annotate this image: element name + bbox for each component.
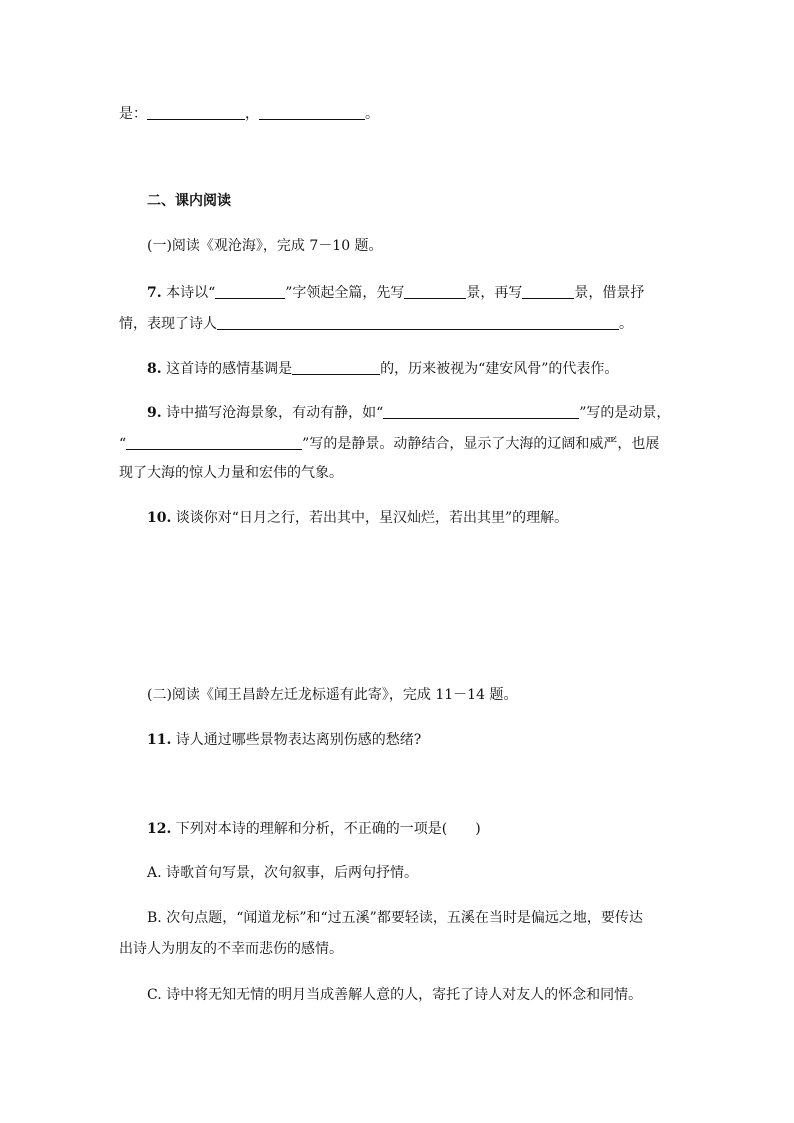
q9-blank-2[interactable] bbox=[126, 435, 302, 450]
question-text: 谈谈你对“日月之行，若出其中，星汉灿烂，若出其里”的理解。 bbox=[171, 510, 569, 526]
question-text: 景，借景抒 bbox=[574, 285, 645, 301]
part2-intro: (二)阅读《闻王昌龄左迁龙标遥有此寄》，完成 11－14 题。 bbox=[147, 687, 518, 703]
question-text: 情，表现了诗人 bbox=[119, 316, 217, 332]
question-11 bbox=[147, 733, 421, 747]
question-text: 下列对本诗的理解和分析，不正确的一项是( ) bbox=[171, 821, 481, 837]
answer-prefix: 是： bbox=[119, 106, 147, 122]
question-9-line-3: 现了大海的惊人力量和宏伟的气象。 bbox=[119, 465, 343, 481]
question-text: 诗中描写沧海景象，有动有静，如“ bbox=[161, 405, 384, 421]
answer-end: 。 bbox=[365, 106, 379, 122]
q9-blank-1[interactable] bbox=[383, 404, 579, 419]
q7-blank-1[interactable] bbox=[215, 284, 285, 299]
question-number: 7. bbox=[147, 285, 162, 301]
question-text: ”写的是静景。动静结合，显示了大海的辽阔和威严，也展 bbox=[302, 436, 660, 452]
question-12 bbox=[147, 822, 481, 836]
part1-intro: (一)阅读《观沧海》，完成 7－10 题。 bbox=[147, 238, 383, 254]
q7-blank-2[interactable] bbox=[404, 284, 466, 299]
question-text: 这首诗的感情基调是 bbox=[161, 361, 293, 377]
question-text: 景，再写 bbox=[466, 285, 523, 301]
answer-blank-1[interactable] bbox=[147, 105, 245, 120]
question-number: 8. bbox=[147, 361, 162, 377]
question-text: 本诗以“ bbox=[161, 285, 216, 301]
question-number: 9. bbox=[147, 405, 162, 421]
question-number: 12. bbox=[147, 821, 172, 837]
question-9-line-2 bbox=[119, 435, 659, 451]
question-7-line-1 bbox=[147, 284, 644, 300]
option-b-continued: 出诗人为朋友的不幸而悲伤的感情。 bbox=[119, 941, 343, 957]
answer-separator: ， bbox=[245, 106, 259, 122]
question-10 bbox=[147, 511, 568, 525]
option-b[interactable]: B. 次句点题，“闻道龙标”和“过五溪”都要轻读，五溪在当时是偏远之地，要传达 bbox=[147, 910, 643, 926]
question-text: 。 bbox=[619, 316, 633, 332]
question-9-line-1 bbox=[147, 404, 670, 420]
question-text: 的，历来被视为“建安风骨”的代表作。 bbox=[380, 361, 619, 377]
answer-line-top bbox=[119, 105, 379, 121]
question-text: ”写的是动景， bbox=[579, 405, 671, 421]
section-title: 二、课内阅读 bbox=[147, 193, 231, 209]
question-number: 10. bbox=[147, 510, 172, 526]
option-c[interactable]: C. 诗中将无知无情的明月当成善解人意的人，寄托了诗人对友人的怀念和同情。 bbox=[147, 987, 643, 1003]
q7-blank-3[interactable] bbox=[522, 284, 574, 299]
q7-blank-4[interactable] bbox=[217, 315, 619, 330]
question-text: 诗人通过哪些景物表达离别伤感的愁绪? bbox=[171, 732, 422, 748]
question-8 bbox=[147, 360, 618, 376]
q8-blank[interactable] bbox=[292, 360, 380, 375]
question-7-line-2 bbox=[119, 315, 633, 331]
question-text: ”字领起全篇，先写 bbox=[285, 285, 405, 301]
option-a[interactable]: A. 诗歌首句写景，次句叙事，后两句抒情。 bbox=[147, 865, 419, 881]
answer-blank-2[interactable] bbox=[259, 105, 365, 120]
question-number: 11. bbox=[147, 732, 172, 748]
question-text: “ bbox=[119, 436, 127, 452]
